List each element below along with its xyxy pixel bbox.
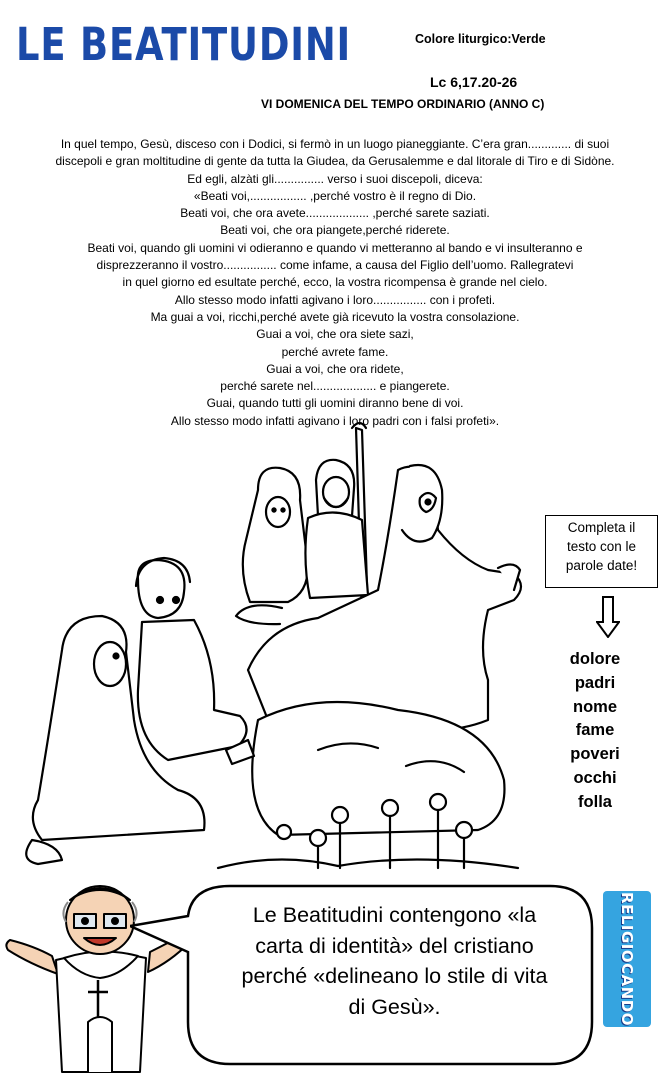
word-bank-item: folla [578, 792, 612, 811]
gospel-line: In quel tempo, Gesù, disceso con i Dodici, si fermò in un luogo pianeggiante. C’era gran............. di suoi [60, 137, 610, 151]
religiocando-logo [603, 891, 651, 1027]
gospel-line: Beati voi, quando gli uomini vi odieranno e quando vi metteranno al bando e vi insulteranno e [87, 240, 583, 255]
gospel-line: Guai, quando tutti gli uomini diranno bene di voi. [206, 396, 464, 411]
quote-text [207, 900, 582, 1022]
gospel-line: Ma guai a voi, ricchi,perché avete già ricevuto la vostra consolazione. [150, 309, 520, 324]
instruction-line: parole date! [565, 558, 638, 573]
word-bank-item: nome [572, 697, 617, 716]
instruction-box [545, 515, 658, 588]
gospel-reference: Lc 6,17.20-26 [430, 74, 518, 90]
sunday-label: VI DOMENICA DEL TEMPO ORDINARIO (ANNO C) [261, 97, 545, 111]
gospel-line: Guai a voi, che ora ridete, [266, 361, 404, 376]
jesus-teaching-illustration [18, 420, 528, 870]
gospel-line: disprezzeranno il vostro................ come infame, a causa del Figlio dell’uomo. Rallegratevi [96, 258, 574, 273]
quote-line: perché «delineano lo stile di vita [241, 964, 548, 988]
down-arrow-icon [596, 596, 620, 638]
gospel-line: discepoli e gran moltitudine di gente da tutta la Giudea, da Gerusalemme e dal litorale di Tiro e di Sidòne. [55, 154, 615, 169]
instruction-line: Completa il [567, 520, 636, 535]
gospel-line: «Beati voi,................. ,perché vostro è il regno di Dio. [193, 188, 477, 203]
quote-line: di Gesù». [348, 994, 441, 1019]
instruction-line: testo con le [566, 539, 637, 554]
page-title: LE BEATITUDINI [16, 18, 352, 71]
gospel-line: Beati voi, che ora piangete,perché riderete. [220, 223, 450, 238]
logo-text: RELIGIOCANDO [618, 892, 636, 1026]
gospel-line: Ed egli, alzàti gli............... verso i suoi discepoli, diceva: [187, 171, 483, 186]
quote-line: Le Beatitudini contengono «la [252, 903, 537, 927]
quote-line: carta di identità» del cristiano [255, 933, 534, 958]
gospel-line: Guai a voi, che ora siete sazi, [256, 327, 414, 342]
gospel-line: Beati voi, che ora avete................... ,perché sarete saziati. [180, 206, 490, 221]
gospel-line: in quel giorno ed esultate perché, ecco, la vostra ricompensa è grande nel cielo. [122, 275, 548, 290]
word-bank-item: occhi [573, 768, 617, 787]
word-bank-item: fame [575, 721, 615, 740]
gospel-line: Allo stesso modo infatti agivano i loro................ con i profeti. [174, 292, 496, 307]
word-bank-item: padri [574, 673, 616, 692]
gospel-line: perché avrete fame. [281, 344, 389, 359]
gospel-text [40, 136, 630, 430]
liturgical-color: Colore liturgico:Verde [415, 32, 546, 46]
word-bank-item: dolore [569, 650, 621, 668]
word-bank [560, 648, 630, 815]
word-bank-item: poveri [570, 745, 620, 764]
gospel-line: perché sarete nel................... e piangerete. [220, 379, 450, 394]
gospel-line: Allo stesso modo infatti agivano i loro padri con i falsi profeti». [170, 413, 500, 428]
